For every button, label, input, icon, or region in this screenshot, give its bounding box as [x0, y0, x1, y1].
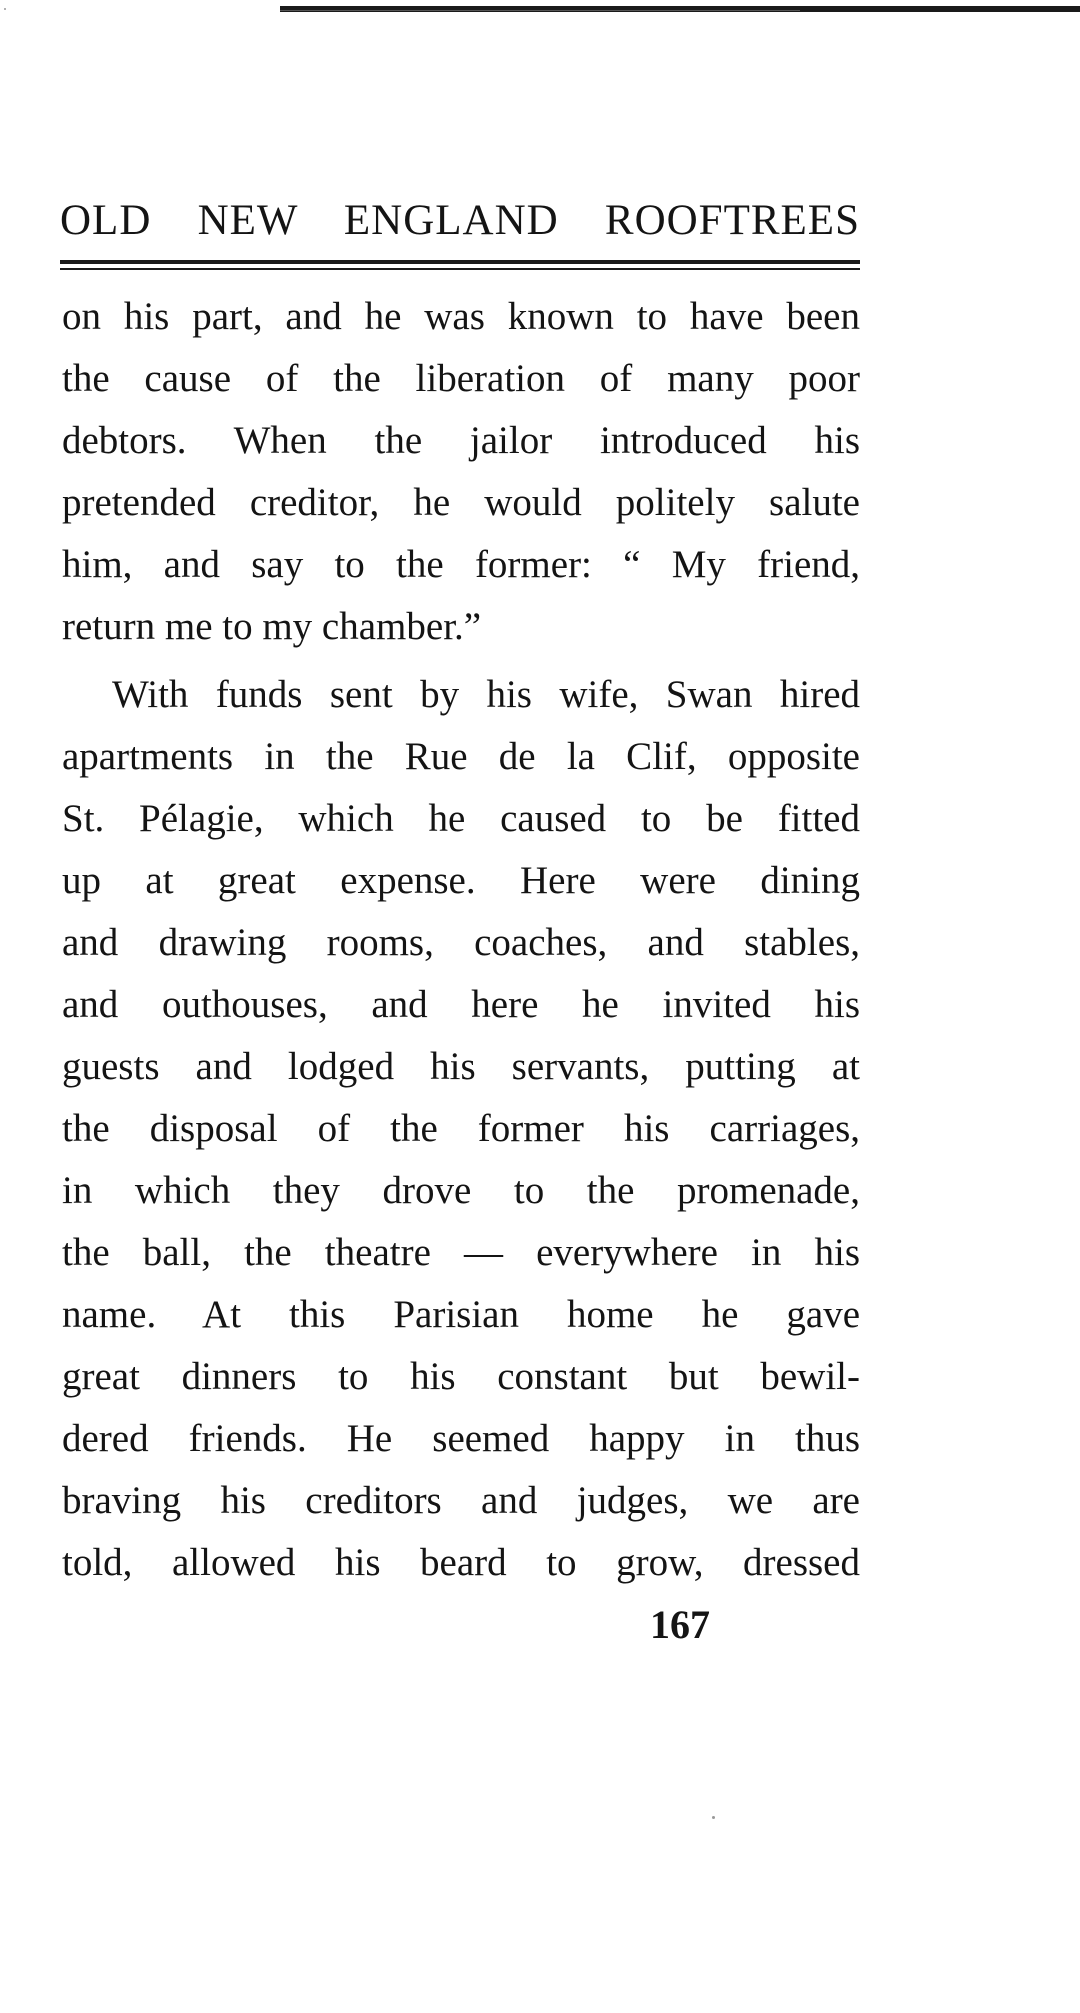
text-line: up at great expense. Here were dining: [62, 859, 860, 902]
text-line: told, allowed his beard to grow, dressed: [62, 1541, 860, 1584]
text-line: guests and lodged his servants, putting at: [62, 1045, 860, 1088]
text-line: and drawing rooms, coaches, and stables,: [62, 921, 860, 964]
text-line: pretended creditor, he would politely salute: [62, 481, 860, 524]
page-number: 167: [650, 1602, 710, 1647]
text-line: the cause of the liberation of many poor: [62, 357, 860, 400]
header-rule-thick: [60, 260, 860, 264]
header-rule-thin: [60, 268, 860, 270]
text-line: return me to my chamber.”: [62, 605, 482, 648]
text-line: St. Pélagie, which he caused to be fitted: [62, 797, 860, 840]
text-line: great dinners to his constant but bewil-: [62, 1355, 860, 1398]
top-edge-rule-shadow: [280, 10, 800, 11]
text-line: dered friends. He seemed happy in thus: [62, 1417, 860, 1460]
paragraph-2: [62, 664, 860, 1594]
text-line: on his part, and he was known to have been: [62, 295, 860, 338]
paper-speck: [4, 8, 6, 10]
paragraph-1: [62, 286, 860, 658]
text-line: braving his creditors and judges, we are: [62, 1479, 860, 1522]
text-line: the ball, the theatre — everywhere in his: [62, 1231, 860, 1274]
running-header: OLD NEW ENGLAND ROOFTREES: [60, 197, 860, 244]
text-line: name. At this Parisian home he gave: [62, 1293, 860, 1336]
text-line: With funds sent by his wife, Swan hired: [112, 673, 860, 716]
top-edge-rule: [280, 6, 1080, 12]
paper-speck: [712, 1816, 715, 1819]
text-line: apartments in the Rue de la Clif, opposite: [62, 735, 860, 778]
text-line: in which they drove to the promenade,: [62, 1169, 860, 1212]
text-line: debtors. When the jailor introduced his: [62, 419, 860, 462]
text-line: and outhouses, and here he invited his: [62, 983, 860, 1026]
text-line: him, and say to the former: “ My friend,: [62, 543, 860, 586]
text-line: the disposal of the former his carriages,: [62, 1107, 860, 1150]
